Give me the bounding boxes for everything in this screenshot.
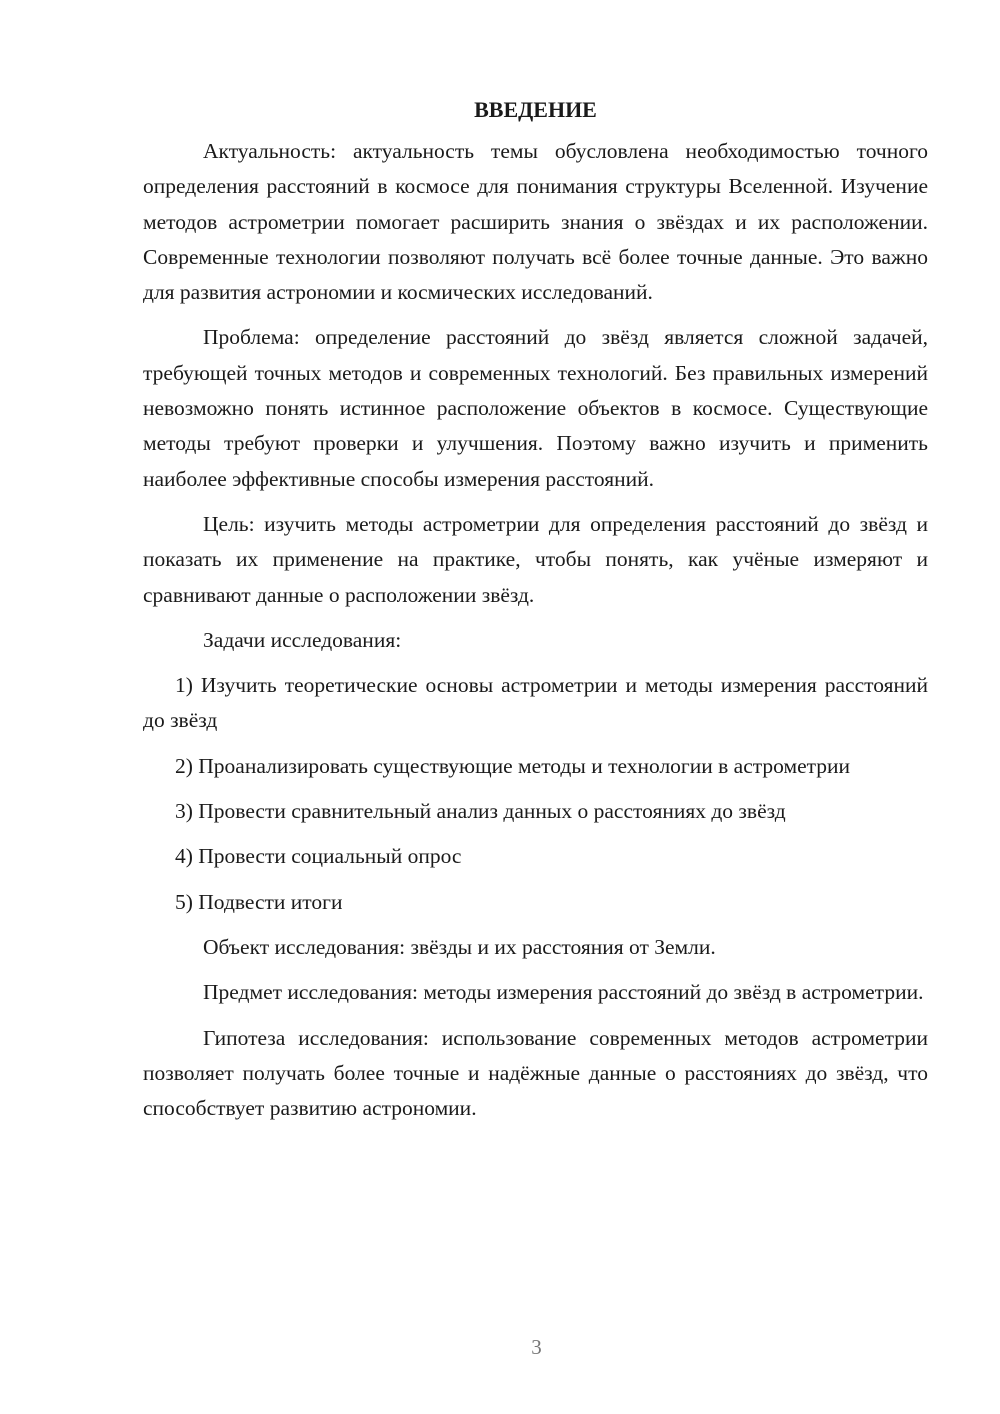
task-item-4: 4) Провести социальный опрос — [175, 844, 462, 869]
page-number: 3 — [531, 1335, 542, 1359]
paragraph-subject: Предмет исследования: методы измерения расстояний до звёзд в астрометрии. — [203, 980, 924, 1005]
paragraph-goal: Цель: изучить методы астрометрии для определения расстояний до звёзд и показать их применение на практике, чтобы понять, как учёные измеряют и сравнивают данные о расположении звёзд. — [143, 511, 928, 607]
paragraph-problem: Проблема: определение расстояний до звёзд является сложной задачей, требующей точных методов и современных технологий. Без правильных измерений невозможно понять истинное расположение объектов в космосе. Существующие методы требуют проверки и улучшения. Поэтому важно изучить и применить наиболее эффективные способы измерения расстояний. — [143, 325, 928, 491]
task-item-2: 2) Проанализировать существующие методы и технологии в астрометрии — [175, 753, 851, 778]
tasks-heading: Задачи исследования: — [203, 627, 402, 652]
paragraph-hypothesis: Гипотеза исследования: использование современных методов астрометрии позволяет получать более точные и надёжные данные о расстояниях до звёзд, что способствует развитию астрономии. — [143, 1025, 928, 1121]
task-item-1: 1) Изучить теоретические основы астрометрии и методы измерения расстояний до звёзд — [143, 673, 928, 733]
paragraph-object: Объект исследования: звёзды и их расстояния от Земли. — [203, 934, 716, 959]
task-item-3: 3) Провести сравнительный анализ данных о расстояниях до звёзд — [175, 799, 786, 824]
task-item-5: 5) Подвести итоги — [175, 889, 343, 914]
paragraph-relevance: Актуальность: актуальность темы обусловлена необходимостью точного определения расстояний в космосе для понимания структуры Вселенной. Изучение методов астрометрии помогает расширить знания о звёздах и их расположении. Современные технологии позволяют получать всё более точные данные. Это важно для развития астрономии и космических исследований. — [143, 139, 928, 305]
page-title: ВВЕДЕНИЕ — [474, 97, 597, 122]
document-page — [143, 92, 928, 1136]
